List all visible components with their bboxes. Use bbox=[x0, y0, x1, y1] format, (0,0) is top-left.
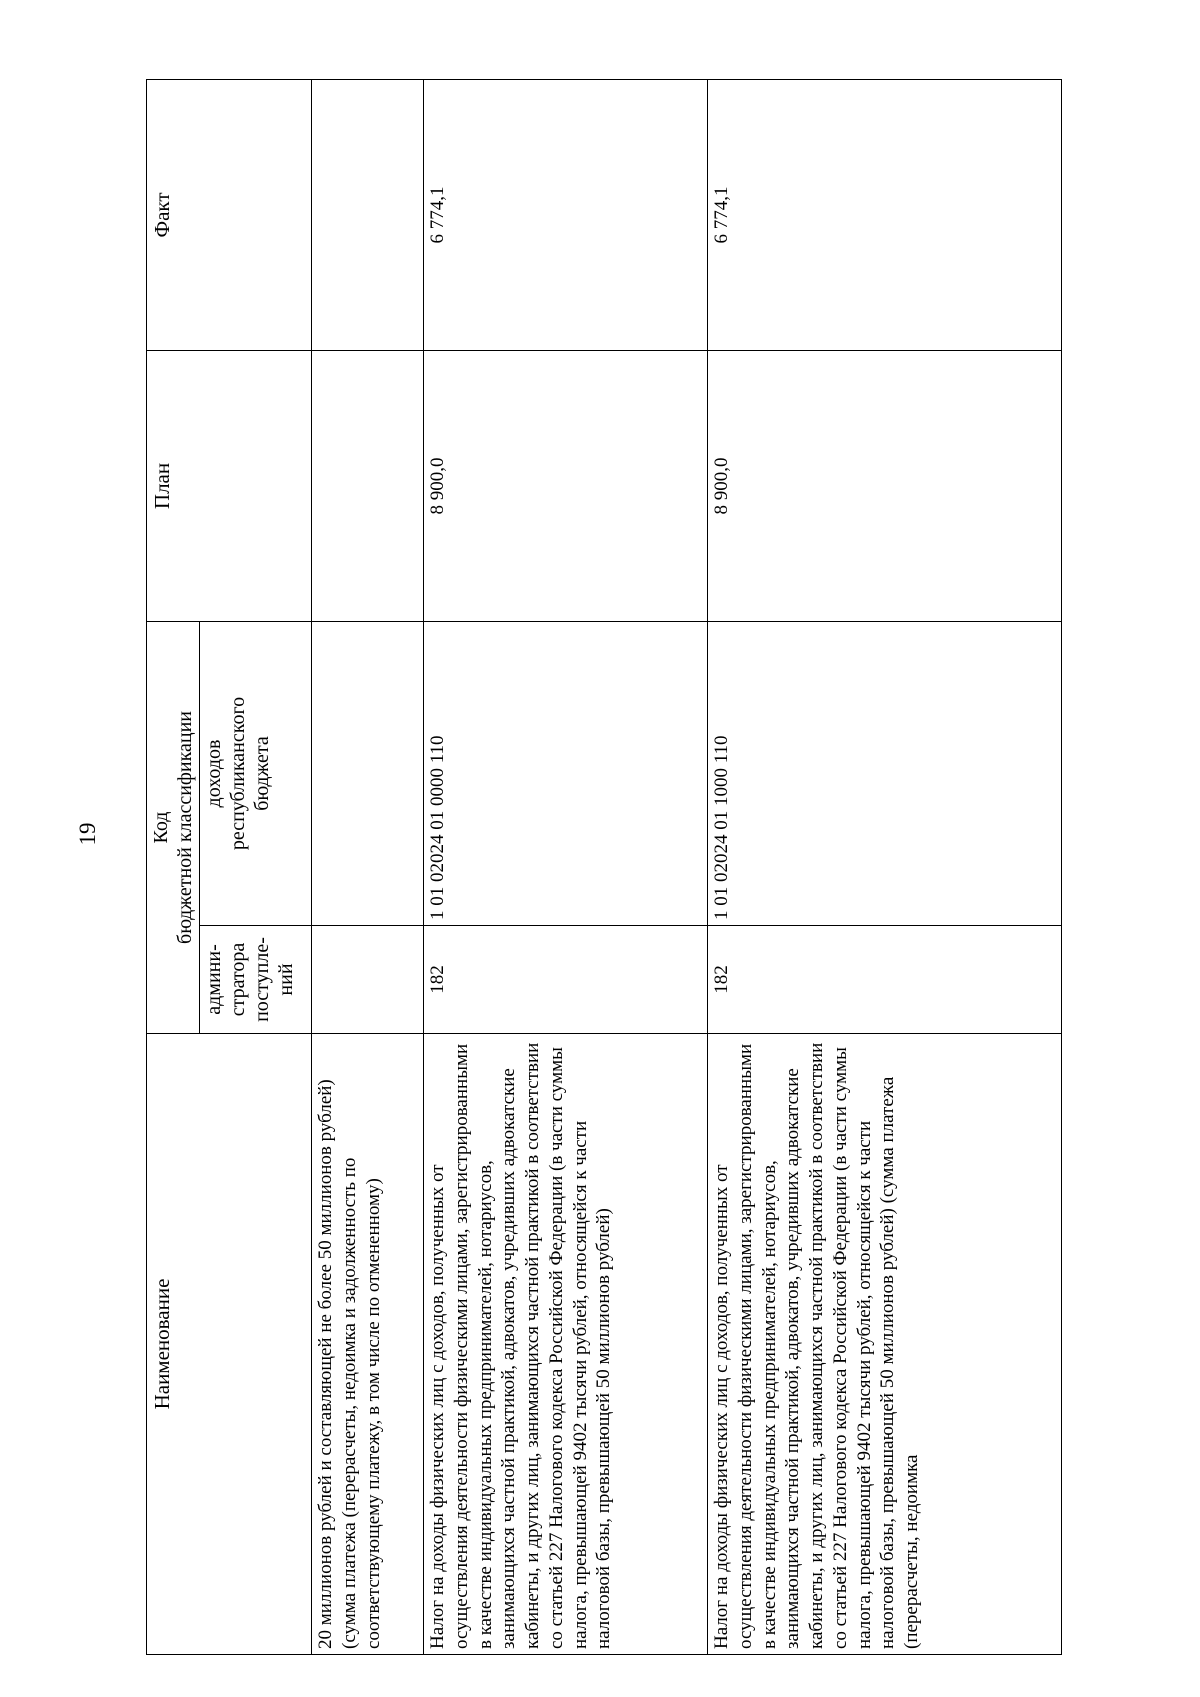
page-number: 19 bbox=[75, 822, 100, 846]
row-fact bbox=[312, 79, 424, 350]
row-code: 1 01 02024 01 0000 110 bbox=[424, 621, 708, 925]
header-income-code: доходов республиканского бюджета bbox=[200, 621, 312, 925]
row-name: 20 миллионов рублей и составляющей не более 50 миллионов рублей) (сумма платежа (перерасчеты, недоимка и задолженность по соответствующему платежу, в том числе по отмененному) bbox=[312, 1034, 424, 1655]
budget-table bbox=[146, 79, 1062, 1655]
row-code: 1 01 02024 01 1000 110 bbox=[708, 621, 1062, 925]
table-row bbox=[312, 79, 424, 1654]
row-fact: 6 774,1 bbox=[424, 79, 708, 350]
header-fact: Факт bbox=[147, 79, 312, 350]
row-admin: 182 bbox=[424, 926, 708, 1034]
row-plan: 8 900,0 bbox=[708, 350, 1062, 621]
row-code bbox=[312, 621, 424, 925]
row-plan: 8 900,0 bbox=[424, 350, 708, 621]
header-admin: админи- стратора поступле- ний bbox=[200, 926, 312, 1034]
table-row bbox=[708, 79, 1062, 1654]
row-name: Налог на доходы физических лиц с доходов, полученных от осуществления деятельности физическими лицами, зарегистрированными в качестве индивидуальных предпринимателей, нотариусов, занимающихся частной практикой, адвокатов, учредивших адвокатские кабинеты, и других лиц, занимающихся частной практикой в соответствии со статьей 227 Налогового кодекса Российской Федерации (в части суммы налога, превышающей 9402 тысячи рублей, относящейся к части налоговой базы, превышающей 50 миллионов рублей) bbox=[424, 1034, 708, 1655]
header-row-1 bbox=[147, 79, 200, 1654]
header-code-group: Код бюджетной классификации bbox=[147, 621, 200, 1033]
row-fact: 6 774,1 bbox=[708, 79, 1062, 350]
header-name: Наименование bbox=[147, 1034, 312, 1655]
row-plan bbox=[312, 350, 424, 621]
row-admin bbox=[312, 926, 424, 1034]
row-name: Налог на доходы физических лиц с доходов, полученных от осуществления деятельности физическими лицами, зарегистрированными в качестве индивидуальных предпринимателей, нотариусов, занимающихся частной практикой, адвокатов, учредивших адвокатские кабинеты, и других лиц, занимающихся частной практикой в соответствии со статьей 227 Налогового кодекса Российской Федерации (в части суммы налога, превышающей 9402 тысячи рублей, относящейся к части налоговой базы, превышающей 50 миллионов рублей) (сумма платежа (перерасчеты, недоимка bbox=[708, 1034, 1062, 1655]
header-plan: План bbox=[147, 350, 312, 621]
table-row bbox=[424, 79, 708, 1654]
rotated-table-container bbox=[146, 80, 1056, 1655]
row-admin: 182 bbox=[708, 926, 1062, 1034]
